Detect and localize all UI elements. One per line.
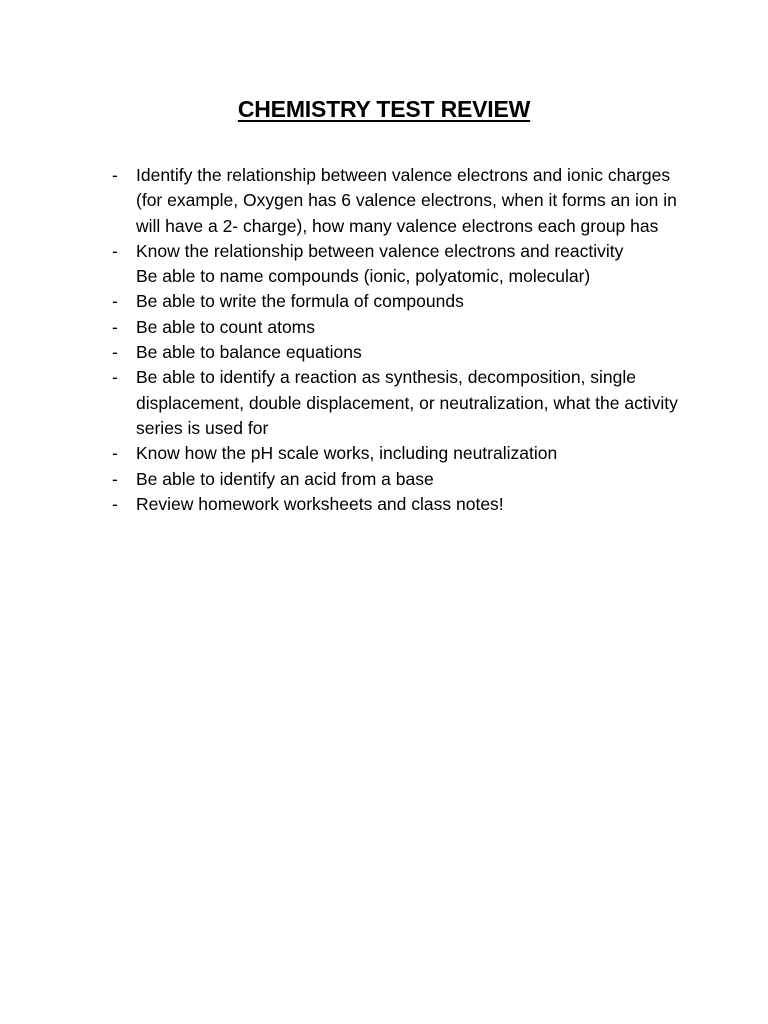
list-bullet: - xyxy=(112,443,118,464)
list-item-text: Be able to name compounds (ionic, polyatomic, molecular) xyxy=(136,266,591,287)
list-item-text: Be able to write the formula of compounds xyxy=(136,291,464,312)
list-item xyxy=(112,467,692,492)
list-bullet: - xyxy=(112,468,118,489)
list-item xyxy=(112,289,692,314)
list-bullet: - xyxy=(112,367,118,388)
list-item xyxy=(112,340,692,365)
list-item-text: Be able to identify an acid from a base xyxy=(136,468,434,489)
list-item xyxy=(112,239,692,264)
list-item xyxy=(112,365,692,441)
list-item-text: Identify the relationship between valence electrons and ionic charges (for example, Oxygen has 6 valence electrons, when it forms an ion in will have a 2- charge), how many valence electrons each group has xyxy=(136,165,677,236)
list-item xyxy=(112,163,692,239)
list-item-text: Be able to balance equations xyxy=(136,342,362,363)
review-list xyxy=(112,163,692,517)
list-bullet: - xyxy=(112,240,118,261)
list-bullet: - xyxy=(112,316,118,337)
list-item-text: Know the relationship between valence electrons and reactivity xyxy=(136,240,624,261)
list-item-text: Review homework worksheets and class notes! xyxy=(136,493,504,514)
list-item-text: Know how the pH scale works, including neutralization xyxy=(136,443,558,464)
list-item xyxy=(112,441,692,466)
list-item xyxy=(112,315,692,340)
list-item xyxy=(112,264,692,289)
list-item-text: Be able to identify a reaction as synthesis, decomposition, single displacement, double displacement, or neutralization, what the activity series is used for xyxy=(136,367,678,438)
list-bullet: - xyxy=(112,342,118,363)
list-item-text: Be able to count atoms xyxy=(136,316,315,337)
list-item xyxy=(112,492,692,517)
list-bullet: - xyxy=(112,493,118,514)
list-bullet: - xyxy=(112,291,118,312)
list-bullet: - xyxy=(112,165,118,185)
page-title: CHEMISTRY TEST REVIEW xyxy=(237,96,531,122)
